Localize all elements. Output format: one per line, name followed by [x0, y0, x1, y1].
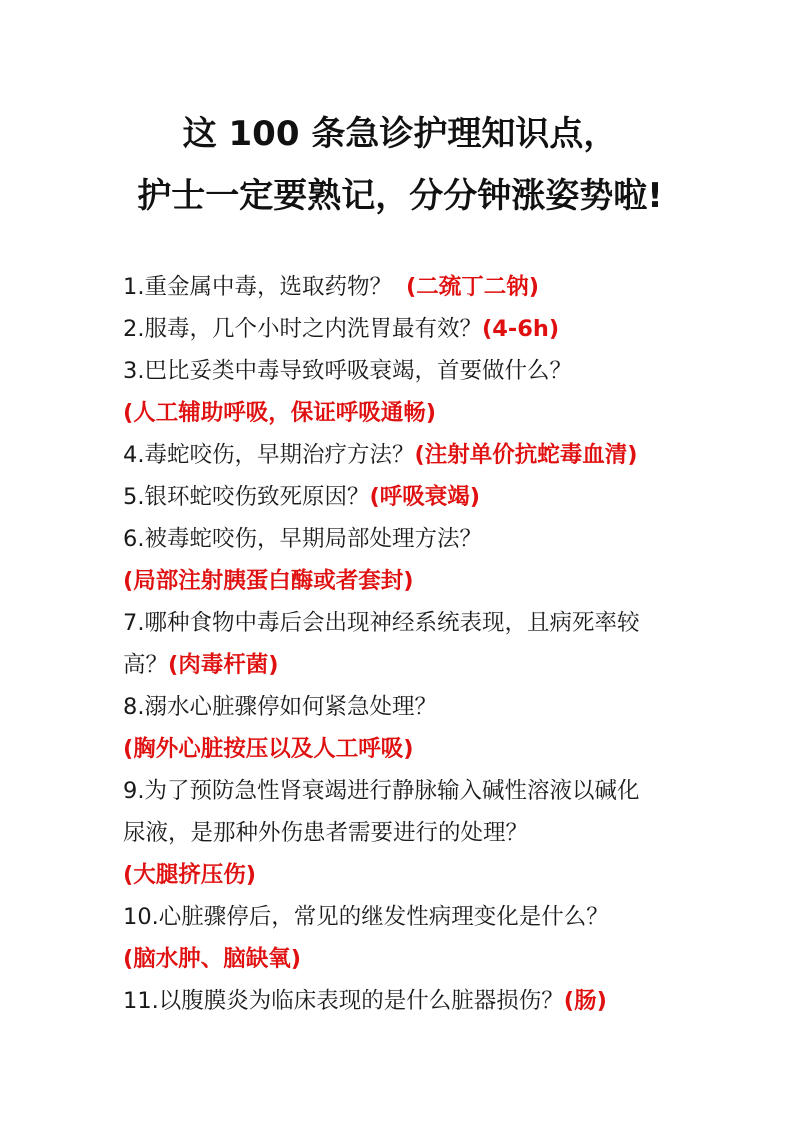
qa-item-9: [123, 770, 683, 812]
qa-item-2: [123, 308, 683, 350]
question-text: 7.哪种食物中毒后会出现神经系统表现，且病死率较: [123, 610, 640, 636]
qa-item-9-answer: [123, 854, 683, 896]
qa-list: [123, 266, 683, 1022]
answer-text: (注射单价抗蛇毒血清): [414, 442, 638, 468]
question-text: 尿液，是那种外伤患者需要进行的处理？: [123, 820, 529, 846]
answer-text: (人工辅助呼吸，保证呼吸通畅): [123, 400, 437, 426]
qa-item-11: [123, 980, 683, 1022]
qa-item-7-cont: [123, 644, 683, 686]
question-text: 9.为了预防急性肾衰竭进行静脉输入碱性溶液以碱化: [123, 778, 640, 804]
answer-text: (脑水肿、脑缺氧): [123, 946, 302, 972]
question-text: 10.心脏骤停后，常见的继发性病理变化是什么？: [123, 904, 609, 930]
answer-text: (呼吸衰竭): [369, 484, 481, 510]
answer-text: (大腿挤压伤): [123, 862, 257, 888]
qa-item-3-answer: [123, 392, 683, 434]
question-text: 8.溺水心脏骤停如何紧急处理？: [123, 694, 437, 720]
question-text: 4.毒蛇咬伤，早期治疗方法？: [123, 442, 415, 468]
qa-item-1: [123, 266, 683, 308]
question-text: 11.以腹膜炎为临床表现的是什么脏器损伤？: [123, 988, 564, 1014]
question-text: 5.银环蛇咬伤致死原因？: [123, 484, 370, 510]
qa-item-4: [123, 434, 683, 476]
answer-text: (肉毒杆菌): [168, 652, 279, 678]
qa-item-6-answer: [123, 560, 683, 602]
answer-text: (胸外心脏按压以及人工呼吸): [123, 736, 414, 762]
title-line-2: 护士一定要熟记，分分钟涨姿势啦!: [137, 176, 663, 216]
answer-text: (肠): [563, 988, 607, 1014]
qa-item-8-answer: [123, 728, 683, 770]
qa-item-7: [123, 602, 683, 644]
question-text: 2.服毒，几个小时之内洗胃最有效？: [123, 316, 482, 342]
qa-item-6: [123, 518, 683, 560]
question-text: 3.巴比妥类中毒导致呼吸衰竭，首要做什么？: [123, 358, 572, 384]
answer-text: (4-6h): [481, 316, 560, 342]
answer-text: (二巯丁二钠): [405, 274, 540, 300]
qa-item-10: [123, 896, 683, 938]
qa-item-3: [123, 350, 683, 392]
qa-item-10-answer: [123, 938, 683, 980]
title-line-1: 这 100 条急诊护理知识点，: [182, 114, 618, 154]
qa-item-8: [123, 686, 683, 728]
qa-item-5: [123, 476, 683, 518]
question-text: 6.被毒蛇咬伤，早期局部处理方法？: [123, 526, 482, 552]
question-text: 1.重金属中毒，选取药物？: [123, 274, 392, 300]
question-text: 高？: [123, 652, 169, 678]
qa-item-9-cont: [123, 812, 683, 854]
answer-text: (局部注射胰蛋白酶或者套封): [123, 568, 414, 594]
